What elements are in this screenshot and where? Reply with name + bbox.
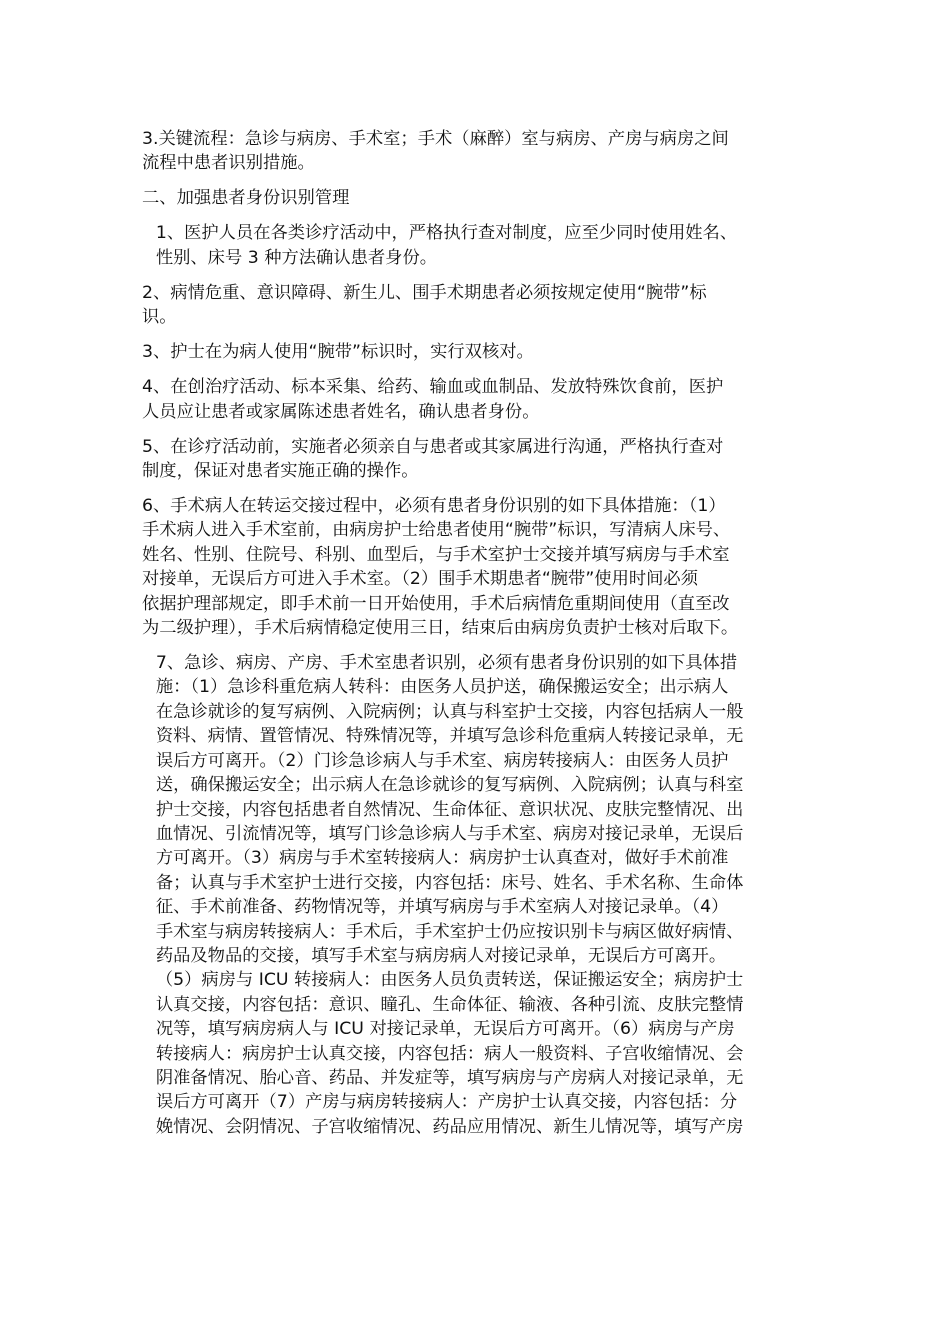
text-line: 误后方可离开（7）产房与病房转接病人：产房护士认真交接，内容包括：分 — [155, 1092, 738, 1113]
text-line: 护士交接，内容包括患者自然情况、生命体征、意识状况、皮肤完整情况、出 — [155, 799, 744, 820]
text-line: 2、病情危重、意识障碍、新生儿、围手术期患者必须按规定使用“腕带”标 — [142, 282, 707, 303]
text-line: 性别、床号 3 种方法确认患者身份。 — [155, 247, 438, 268]
text-line: 娩情况、会阴情况、子宫收缩情况、药品应用情况、新生儿情况等，填写产房 — [155, 1116, 744, 1137]
text-line: 阴准备情况、胎心音、药品、并发症等，填写病房与产房病人对接记录单，无 — [155, 1067, 744, 1088]
paragraph-item-4 — [142, 375, 812, 424]
text-line: 流程中患者识别措施。 — [142, 153, 315, 174]
paragraph-key-process — [142, 127, 812, 176]
text-line: 依据护理部规定，即手术前一日开始使用，手术后病情危重期间使用（直至改 — [142, 593, 730, 614]
paragraph-item-2 — [142, 281, 812, 330]
text-line: 送，确保搬运安全；出示病人在急诊就诊的复写病例、入院病例；认真与科室 — [155, 775, 744, 796]
text-line: 为二级护理），手术后病情稳定使用三日，结束后由病房负责护士核对后取下。 — [142, 618, 739, 639]
text-line: 5、在诊疗活动前，实施者必须亲自与患者或其家属进行沟通，严格执行查对 — [142, 436, 724, 457]
text-line: 况等，填写病房病人与 ICU 对接记录单，无误后方可离开。（6）病房与产房 — [155, 1019, 735, 1040]
text-line: 转接病人：病房护士认真交接，内容包括：病人一般资料、子宫收缩情况、会 — [155, 1043, 744, 1064]
text-line: 二、加强患者身份识别管理 — [142, 188, 350, 209]
text-line: 方可离开。（3）病房与手术室转接病人：病房护士认真查对，做好手术前准 — [155, 848, 729, 869]
document-page — [142, 127, 812, 1150]
paragraph-item-3 — [142, 340, 812, 364]
text-line: 认真交接，内容包括：意识、瞳孔、生命体征、输液、各种引流、皮肤完整情 — [155, 994, 744, 1015]
paragraph-item-5 — [142, 435, 812, 484]
paragraph-section-2 — [142, 186, 812, 210]
text-line: 4、在创治疗活动、标本采集、给药、输血或血制品、发放特殊饮食前，医护 — [142, 377, 724, 398]
text-line: 姓名、性别、住院号、科别、血型后，与手术室护士交接并填写病房与手术室 — [142, 544, 730, 565]
text-line: 1、医护人员在各类诊疗活动中，严格执行查对制度，应至少同时使用姓名、 — [155, 223, 738, 244]
text-line: 6、手术病人在转运交接过程中，必须有患者身份识别的如下具体措施：（1） — [142, 496, 726, 517]
text-line: 施：（1）急诊科重危病人转科：由医务人员护送，确保搬运安全；出示病人 — [155, 677, 729, 698]
text-line: 3.关键流程：急诊与病房、手术室；手术（麻醉）室与病房、产房与病房之间 — [142, 129, 729, 149]
text-line: 手术病人进入手术室前，由病房护士给患者使用“腕带”标识，写清病人床号、 — [142, 520, 731, 541]
text-line: 血情况、引流情况等，填写门诊急诊病人与手术室、病房对接记录单，无误后 — [155, 823, 744, 844]
text-line: 制度，保证对患者实施正确的操作。 — [142, 461, 419, 482]
text-line: 备；认真与手术室护士进行交接，内容包括：床号、姓名、手术名称、生命体 — [155, 872, 744, 893]
text-line: 3、护士在为病人使用“腕带”标识时，实行双核对。 — [142, 342, 534, 363]
text-line: 资料、病情、置管情况、特殊情况等，并填写急诊科危重病人转接记录单，无 — [155, 726, 744, 747]
text-line: 识。 — [142, 307, 177, 328]
text-line: （5）病房与 ICU 转接病人：由医务人员负责转送，保证搬运安全；病房护士 — [155, 970, 744, 991]
document-body — [142, 127, 812, 1139]
text-line: 征、手术前准备、药物情况等，并填写病房与手术室病人对接记录单。（4） — [155, 897, 729, 918]
text-line: 药品及物品的交接，填写手术室与病房病人对接记录单，无误后方可离开。 — [155, 945, 727, 966]
paragraph-item-1 — [142, 221, 812, 270]
text-line: 对接单，无误后方可进入手术室。（2）围手术期患者“腕带”使用时间必须 — [142, 569, 698, 590]
paragraph-item-7 — [142, 651, 812, 1139]
text-line: 在急诊就诊的复写病例、入院病例；认真与科室护士交接，内容包括病人一般 — [155, 701, 744, 722]
text-line: 手术室与病房转接病人：手术后，手术室护士仍应按识别卡与病区做好病情、 — [155, 921, 744, 942]
text-line: 7、急诊、病房、产房、手术室患者识别，必须有患者身份识别的如下具体措 — [155, 653, 738, 674]
paragraph-item-6 — [142, 494, 812, 640]
text-line: 人员应让患者或家属陈述患者姓名，确认患者身份。 — [142, 401, 540, 422]
text-line: 误后方可离开。（2）门诊急诊病人与手术室、病房转接病人：由医务人员护 — [155, 750, 729, 771]
